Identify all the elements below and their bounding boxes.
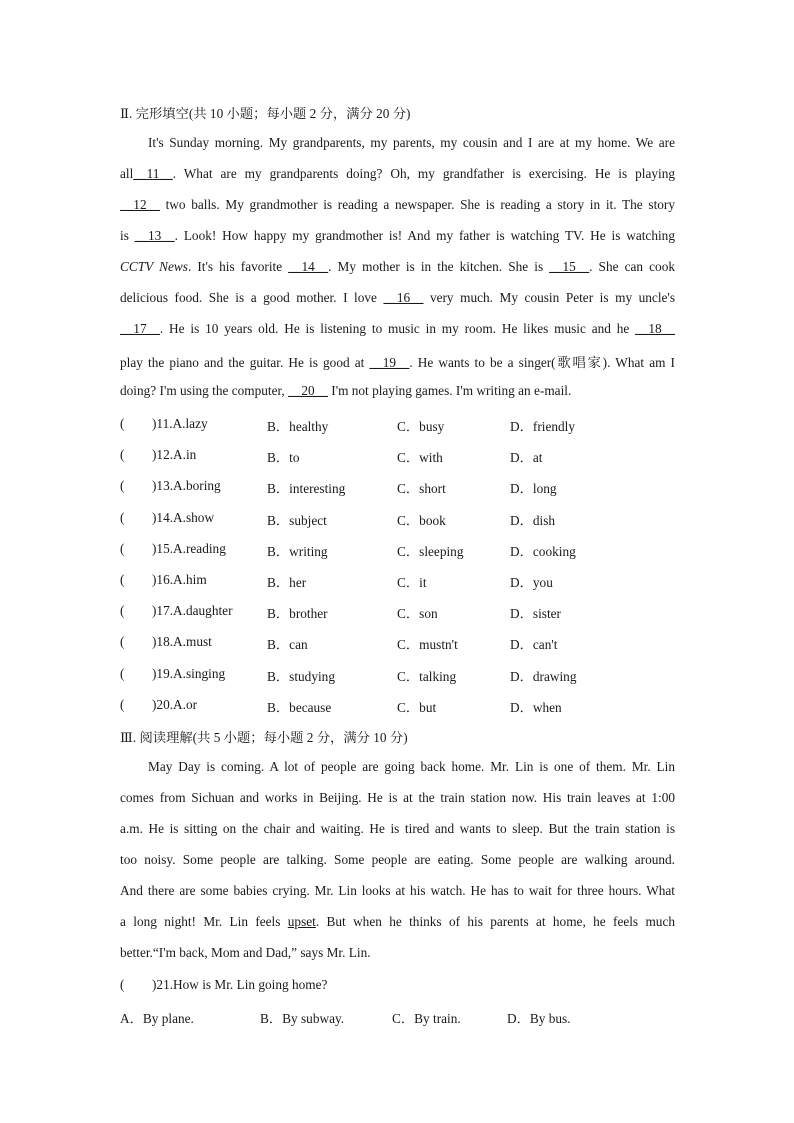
option-b[interactable]: B．studying (267, 668, 335, 684)
passage-text: And there are some babies crying. Mr. Lin looks at his watch. He has to wait for three hours. What (120, 883, 675, 898)
option-d[interactable]: D．By bus. (507, 1011, 571, 1026)
option-c[interactable]: C．it (397, 575, 427, 590)
reading-line (120, 759, 675, 775)
option-a[interactable]: )14.A.show (152, 509, 215, 525)
passage-text: better.“I'm back, Mom and Dad,” says Mr. Lin. (120, 945, 371, 960)
question-stem: )21.How is Mr. Lin going home? (152, 977, 328, 992)
passage-text: too noisy. Some people are talking. Some people are eating. Some people are walking around. (120, 852, 675, 867)
cloze-question (120, 666, 675, 686)
option-d[interactable]: D．when (510, 699, 562, 715)
underlined-word: upset (287, 914, 316, 929)
cloze-blank[interactable]: __13__ (134, 228, 175, 243)
option-c[interactable]: C．talking (397, 668, 457, 684)
cloze-blank[interactable]: __12__ (120, 197, 160, 212)
reading-line (120, 852, 675, 868)
answer-paren[interactable]: ( (120, 416, 125, 431)
reading-question-21-options (120, 1008, 675, 1028)
cloze-question (120, 416, 675, 436)
option-b[interactable]: B．writing (267, 543, 328, 559)
passage-text: . He wants to be a singer(歌唱家). What am I (409, 355, 675, 370)
passage-text: . She can cook (589, 259, 675, 274)
option-a[interactable]: )16.A.him (152, 572, 207, 587)
passage-text: two balls. My grandmother is reading a newspaper. She is reading a story in it. The story (159, 197, 675, 212)
option-b[interactable]: B．to (267, 450, 300, 466)
option-b[interactable]: B．By subway. (260, 1011, 345, 1026)
option-a[interactable]: )11.A.lazy (152, 416, 208, 431)
option-c[interactable]: C．with (397, 450, 443, 466)
cloze-question (120, 447, 675, 467)
answer-paren[interactable]: ( (120, 665, 125, 681)
cloze-line (120, 228, 675, 244)
reading-question-21 (120, 977, 675, 997)
passage-text: doing? I'm using the computer, (120, 383, 289, 398)
answer-paren[interactable]: ( (120, 478, 125, 494)
cloze-question (120, 541, 675, 561)
option-a[interactable]: )19.A.singing (152, 665, 226, 681)
cloze-question (120, 603, 675, 623)
option-d[interactable]: D．you (510, 575, 553, 590)
passage-text: is (120, 228, 135, 243)
answer-paren[interactable]: ( (120, 603, 125, 619)
cloze-line (120, 166, 675, 182)
option-d[interactable]: D．dish (510, 512, 556, 528)
option-c[interactable]: C．short (397, 481, 446, 497)
option-a[interactable]: )13.A.boring (152, 478, 221, 494)
cloze-question (120, 697, 675, 717)
answer-paren[interactable]: ( (120, 447, 125, 463)
cloze-line (120, 383, 675, 399)
passage-text: very much. My cousin Peter is my uncle's (423, 290, 675, 305)
cloze-line (120, 352, 675, 371)
option-b[interactable]: B．brother (267, 606, 328, 622)
option-a[interactable]: A．By plane. (120, 1011, 194, 1026)
cloze-line (120, 259, 675, 275)
option-a[interactable]: )17.A.daughter (152, 603, 233, 619)
passage-text: a long night! Mr. Lin feels (120, 914, 288, 929)
option-d[interactable]: D．sister (510, 606, 561, 622)
option-d[interactable]: D．can't (510, 637, 558, 653)
cloze-line (120, 197, 675, 213)
passage-text: all (120, 166, 134, 181)
option-c[interactable]: C．son (397, 606, 438, 622)
passage-text: . My mother is in the kitchen. She is (328, 259, 550, 274)
option-b[interactable]: B．can (267, 637, 308, 653)
answer-paren[interactable]: ( (120, 977, 125, 992)
option-a[interactable]: )20.A.or (152, 696, 198, 712)
cloze-line (120, 321, 675, 337)
cloze-blank[interactable]: __19__ (369, 355, 410, 370)
cloze-line (120, 135, 675, 151)
cloze-blank[interactable]: __15__ (549, 259, 590, 274)
option-d[interactable]: D．cooking (510, 543, 576, 559)
answer-paren[interactable]: ( (120, 696, 125, 712)
reading-line (120, 914, 675, 930)
passage-text: . But when he thinks of his parents at home, he feels much (315, 914, 675, 929)
cloze-blank[interactable]: __17__ (120, 321, 160, 336)
option-b[interactable]: B．her (267, 575, 307, 590)
passage-text: . He is 10 years old. He is listening to music in my room. He likes music and he (159, 321, 636, 336)
option-a[interactable]: )12.A.in (152, 447, 197, 463)
answer-paren[interactable]: ( (120, 509, 125, 525)
passage-text: I'm not playing games. I'm writing an e-mail. (327, 383, 572, 398)
answer-paren[interactable]: ( (120, 540, 125, 556)
cloze-section-title: Ⅱ. 完形填空(共 10 小题；每小题 2 分，满分 20 分) (120, 106, 411, 121)
option-c[interactable]: C．busy (397, 419, 445, 434)
answer-paren[interactable]: ( (120, 572, 125, 587)
passage-text: May Day is coming. A lot of people are going back home. Mr. Lin is one of them. Mr. Lin (148, 759, 675, 774)
option-d[interactable]: D．friendly (510, 419, 575, 434)
option-c[interactable]: C．By train. (392, 1011, 461, 1026)
option-b[interactable]: B．interesting (267, 481, 346, 497)
answer-paren[interactable]: ( (120, 634, 125, 650)
option-b[interactable]: B．subject (267, 512, 327, 528)
program-name: CCTV News (120, 259, 188, 274)
passage-text: comes from Sichuan and works in Beijing. He is at the train station now. His train leaves at 1:00 (120, 790, 675, 805)
cloze-blank[interactable]: __11__ (133, 166, 173, 181)
passage-text: . Look! How happy my grandmother is! And my father is watching TV. He is watching (174, 228, 675, 243)
cloze-blank[interactable]: __16__ (383, 290, 424, 305)
option-d[interactable]: D．at (510, 450, 543, 466)
option-d[interactable]: D．long (510, 481, 557, 497)
option-c[interactable]: C．mustn't (397, 637, 458, 653)
reading-line (120, 945, 675, 961)
cloze-question (120, 510, 675, 530)
reading-line (120, 790, 675, 806)
option-a[interactable]: )18.A.must (152, 634, 212, 650)
option-b[interactable]: B．healthy (267, 419, 329, 434)
option-c[interactable]: C．book (397, 512, 446, 528)
cloze-question (120, 634, 675, 654)
reading-line (120, 821, 675, 837)
reading-line (120, 883, 675, 899)
passage-text: a.m. He is sitting on the chair and waiting. He is tired and wants to sleep. But the train station is (120, 821, 675, 836)
option-c[interactable]: C．but (397, 699, 437, 715)
cloze-question (120, 572, 675, 592)
passage-text: It's Sunday morning. My grandparents, my parents, my cousin and I are at my home. We are (148, 135, 675, 150)
passage-text: . It's his favorite (187, 259, 289, 274)
passage-text: delicious food. She is a good mother. I love (120, 290, 384, 305)
passage-text: play the piano and the guitar. He is good at (120, 355, 370, 370)
cloze-question (120, 478, 675, 498)
option-d[interactable]: D．drawing (510, 668, 577, 684)
cloze-blank[interactable]: __20__ (288, 383, 328, 398)
reading-section-title: Ⅲ. 阅读理解(共 5 小题；每小题 2 分，满分 10 分) (120, 730, 408, 745)
cloze-blank[interactable]: __18__ (635, 321, 675, 336)
option-a[interactable]: )15.A.reading (152, 540, 226, 556)
passage-text: . What are my grandparents doing? Oh, my grandfather is exercising. He is playing (172, 166, 675, 181)
option-c[interactable]: C．sleeping (397, 543, 464, 559)
cloze-line (120, 290, 675, 306)
option-b[interactable]: B．because (267, 699, 332, 715)
cloze-blank[interactable]: __14__ (288, 259, 329, 274)
